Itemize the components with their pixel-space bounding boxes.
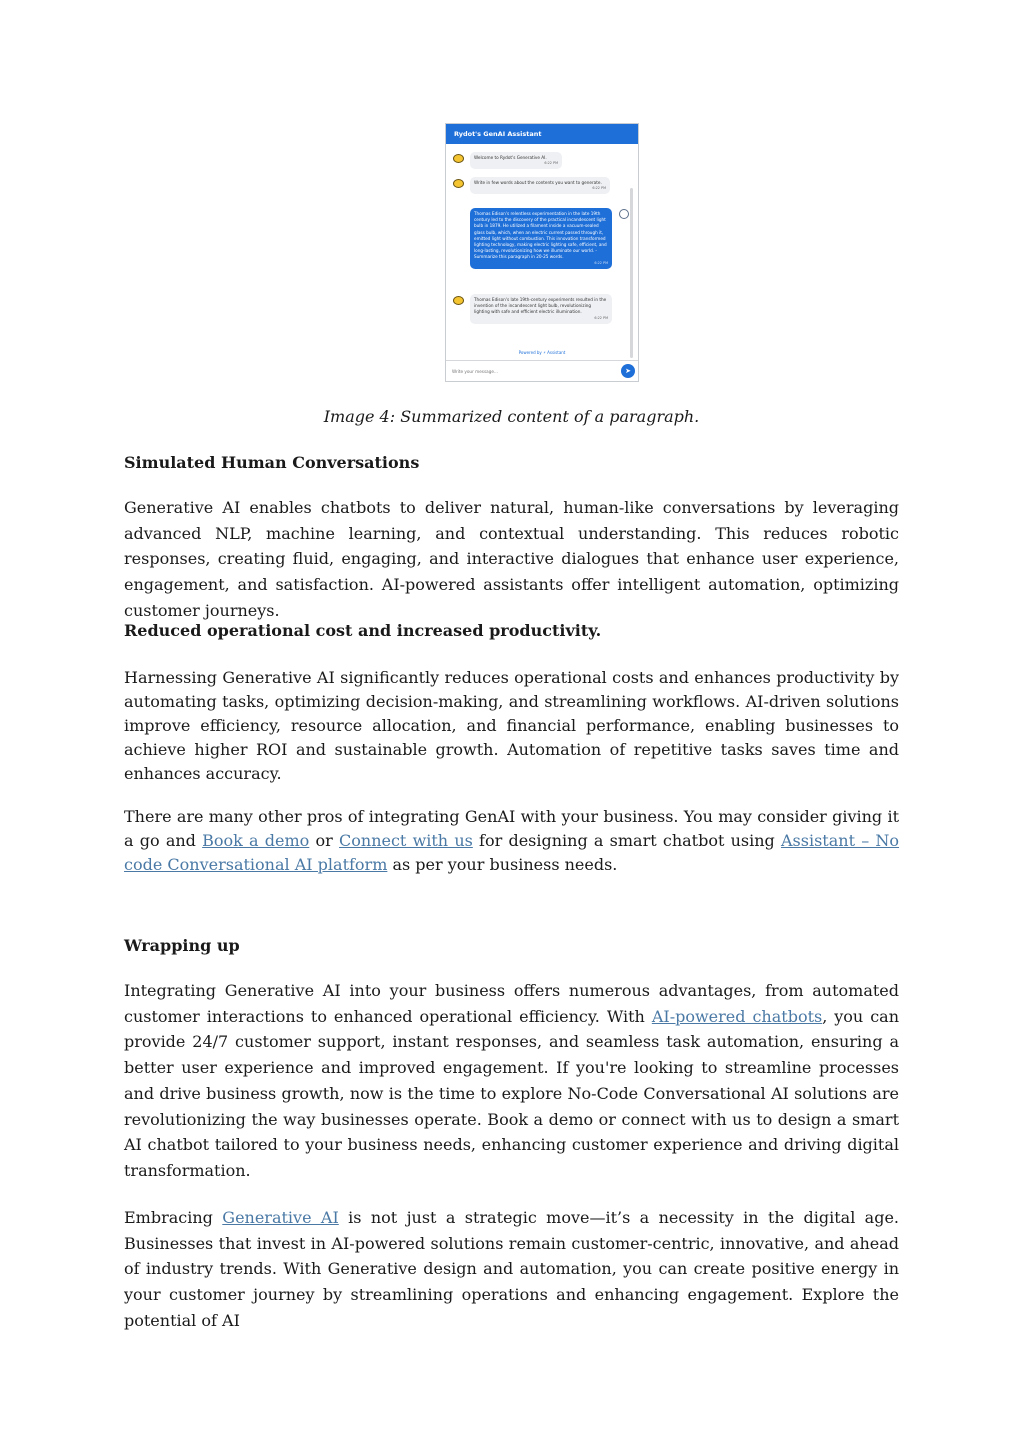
- wrapping-text: , you can provide 24/7 customer support, instant responses, and seamless task automation, ensuring a better user experience and improved engagement. If you're looking to streamline processes and drive business growth, now is the time to explore No-Code Conversational AI solutions are revolutionizing the way businesses operate. Book a demo or connect with us to design a smart AI chatbot tailored to your business needs, enhancing customer experience and driving digital transformation.: [124, 1006, 900, 1180]
- pros-text: or: [309, 830, 340, 850]
- heading-reduced-cost: Reduced operational cost and increased productivity.: [124, 621, 602, 640]
- paragraph-pros: [124, 805, 899, 877]
- message-time: 6:22 PM: [594, 315, 608, 320]
- send-icon[interactable]: ➤: [621, 364, 635, 378]
- message-text: Write in few words about the contents you want to generate.: [474, 180, 602, 185]
- assistant-platform-link[interactable]: Assistant – No code Conversational AI platform: [124, 830, 900, 874]
- chat-input-bar: [446, 360, 638, 381]
- paragraph-reduced-cost: Harnessing Generative AI significantly reduces operational costs and enhances productivity by automating tasks, optimizing decision-making, and streamlining workflows. AI-driven solutions improve efficiency, resource allocation, and financial performance, enabling businesses to achieve higher ROI and sustainable growth. Automation of repetitive tasks saves time and enhances accuracy.: [124, 668, 899, 783]
- chat-scrollbar: [630, 188, 633, 358]
- book-demo-link[interactable]: Book a demo: [202, 830, 310, 850]
- pros-text: for designing a smart chatbot using: [472, 830, 781, 850]
- paragraph-embracing: [124, 1205, 899, 1334]
- wrapping-text: Integrating Generative AI into your business offers numerous advantages, from automated customer interactions to enhanced operational efficiency. With: [124, 981, 899, 1026]
- message-time: 6:22 PM: [594, 260, 608, 265]
- bot-avatar-icon: [453, 154, 464, 163]
- message-text: Welcome to Rydot's Generative AI.: [474, 155, 547, 160]
- message-text: Thomas Edison's late 19th-century experiments resulted in the invention of the incandescent light bulb, revolutionizing lighting with safe and efficient electric illumination.: [474, 297, 607, 315]
- generative-ai-link[interactable]: Generative AI: [222, 1208, 339, 1227]
- chat-screenshot: [445, 123, 639, 382]
- message-time: 6:22 PM: [592, 186, 606, 191]
- embracing-text: is not just a strategic move—it’s a necessity in the digital age. Businesses that invest in AI-powered solutions remain customer-centric, innovative, and ahead of industry trends. With Generative design and automation, you can create positive energy in your customer journey by streamlining operations and enhancing engagement. Explore the potential of AI: [124, 1208, 900, 1330]
- chat-message-user: [470, 208, 612, 269]
- pros-text: There are many other pros of integrating GenAI with your business. You may consider giving it a go and: [124, 807, 899, 850]
- bot-avatar-icon: [453, 296, 464, 305]
- ai-powered-chatbots-link[interactable]: AI-powered chatbots: [651, 1006, 823, 1026]
- chat-header-title: Rydot's GenAI Assistant: [446, 124, 638, 144]
- chat-message-bot: [470, 152, 562, 169]
- message-time: 6:22 PM: [544, 161, 558, 166]
- connect-with-us-link[interactable]: Connect with us: [339, 830, 473, 850]
- paragraph-simulated-conversations: Generative AI enables chatbots to deliver natural, human-like conversations by leveraging advanced NLP, machine learning, and contextual understanding. This reduces robotic responses, creating fluid, engaging, and interactive dialogues that enhance user experience, engagement, and satisfaction. AI-powered assistants offer intelligent automation, optimizing customer journeys.: [124, 498, 899, 620]
- chat-body: [446, 144, 634, 361]
- chat-message-bot: [470, 177, 610, 194]
- pros-text: as per your business needs.: [387, 854, 618, 874]
- embracing-text: Embracing: [124, 1208, 223, 1227]
- message-text: Thomas Edison's relentless experimentation in the late 19th century led to the discovery of the practical incandescent light bulb in 1879. He utilized a filament inside a vacuum-sealed glass bulb, which, when an electric current passed through it, emitted light without combustion. This innovation transformed lighting technology, making electric lighting safe, efficient, and long-lasting, revolutionizing how we illuminate our world. - Summarize this paragraph in 20-25 words.: [474, 211, 607, 260]
- chat-message-input[interactable]: [452, 365, 612, 377]
- heading-wrapping-up: Wrapping up: [124, 936, 240, 955]
- heading-simulated-conversations: Simulated Human Conversations: [124, 453, 420, 472]
- user-avatar-icon: [619, 209, 629, 219]
- bot-avatar-icon: [453, 179, 464, 188]
- paragraph-wrapping-up: [124, 978, 899, 1184]
- chat-message-bot: [470, 294, 612, 324]
- image-caption: Image 4: Summarized content of a paragraph.: [323, 407, 700, 426]
- powered-by-label: Powered by ⚡ Assistant: [518, 350, 566, 355]
